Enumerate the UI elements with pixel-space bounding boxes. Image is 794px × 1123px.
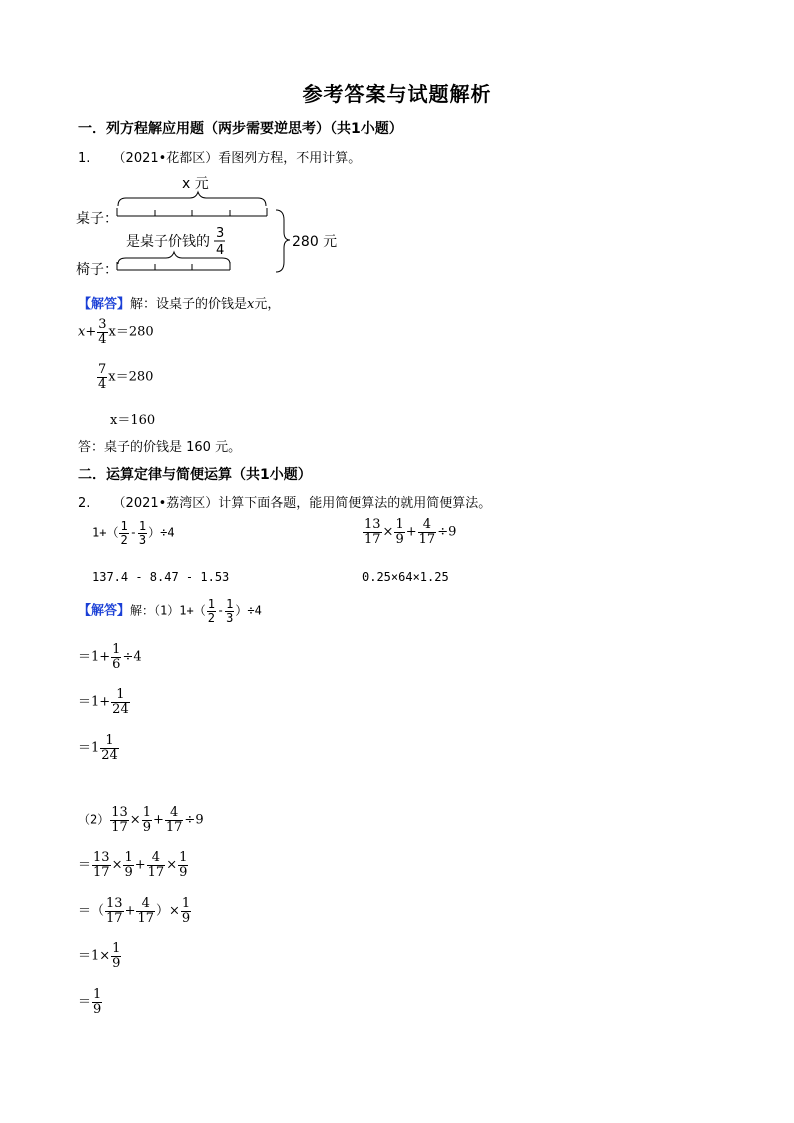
part-2-step-1: ＝ $\frac{13}{17}$ × $\frac{1}{9}$ + $\frac{4}{17}$ × $\frac{1}{9}$ [78, 850, 188, 880]
eq-plus: + [85, 324, 97, 340]
problem-1: 1+（ $\frac{1}{2}$ - $\frac{1}{3}$ ）÷4 [92, 519, 175, 547]
question-text: （2021•荔湾区）计算下面各题，能用简便算法的就用简便算法。 [112, 496, 492, 511]
part-2-line: （2） $\frac{13}{17}$ × $\frac{1}{9}$ + $\frac{4}{17}$ ÷9 [78, 805, 204, 835]
step-1: ＝1+ $\frac{1}{6}$ ÷4 [78, 642, 142, 672]
right-brace [276, 210, 290, 272]
part-2-step-3: ＝1× $\frac{1}{9}$ [78, 941, 121, 971]
question-number: 1. [78, 151, 91, 166]
chair-bar [117, 262, 230, 270]
eq-rest: x＝280 [108, 369, 154, 385]
question-text: （2021•花都区）看图列方程，不用计算。 [112, 151, 362, 166]
x-label: x 元 [182, 176, 209, 192]
answer-tag: 【解答】 [78, 603, 131, 619]
chair-label: 椅子： [76, 262, 118, 278]
answer-text: 解：设桌子的价钱是 [130, 297, 248, 312]
top-brace [118, 192, 266, 206]
question-number: 2. [78, 496, 91, 511]
note-denominator: 4 [216, 243, 225, 258]
segment-diagram [70, 170, 370, 282]
answer-tag: 【解答】 [78, 297, 131, 312]
desk-bar [117, 208, 267, 216]
equation-1 [78, 318, 154, 346]
question-1 [78, 147, 361, 166]
page-title: 参考答案与试题解析 [302, 82, 492, 106]
answer-2-line-1: 【解答】解：（1）1+（ $\frac{1}{2}$ - $\frac{1}{3}$ ）÷4 [78, 597, 262, 625]
part-2-step-2: ＝（ $\frac{13}{17}$ + $\frac{4}{17}$ ）× $\frac{1}{9}$ [78, 896, 191, 926]
eq-x: x [78, 324, 86, 340]
answer-unit: 元， [254, 297, 281, 312]
step-2: ＝1+ $\frac{1}{24}$ [78, 687, 129, 717]
desk-label: 桌子： [76, 211, 118, 227]
answer-1-intro [78, 293, 280, 312]
problem-2: $\frac{13}{17}$ × $\frac{1}{9}$ + $\frac{4}{17}$ ÷9 [364, 517, 457, 547]
problem-4: 0.25×64×1.25 [362, 570, 449, 584]
section-heading-1: 一．列方程解应用题（两步需要逆思考）（共1小题） [78, 121, 403, 137]
step-3: ＝1 $\frac{1}{24}$ [78, 733, 118, 763]
variable-x: x [247, 297, 255, 312]
question-2 [78, 492, 491, 511]
equation-3: x＝160 [110, 413, 156, 428]
chair-note: 是桌子价钱的 [126, 234, 210, 250]
chair-brace [118, 252, 230, 264]
note-numerator: 3 [216, 226, 225, 241]
fraction-7-4: $\frac{7}{4}$ [98, 362, 107, 392]
eq-rest: x＝280 [108, 324, 154, 340]
conclusion-1: 答：桌子的价钱是 160 元。 [78, 440, 242, 455]
total-label: 280 元 [292, 234, 338, 250]
fraction-3-4: $\frac{3}{4}$ [98, 317, 107, 347]
part-2-step-4: ＝ $\frac{1}{9}$ [78, 987, 102, 1017]
equation-2 [96, 363, 153, 391]
problem-3: 137.4 - 8.47 - 1.53 [92, 570, 230, 584]
section-heading-2: 二．运算定律与简便运算（共1小题） [78, 467, 312, 483]
